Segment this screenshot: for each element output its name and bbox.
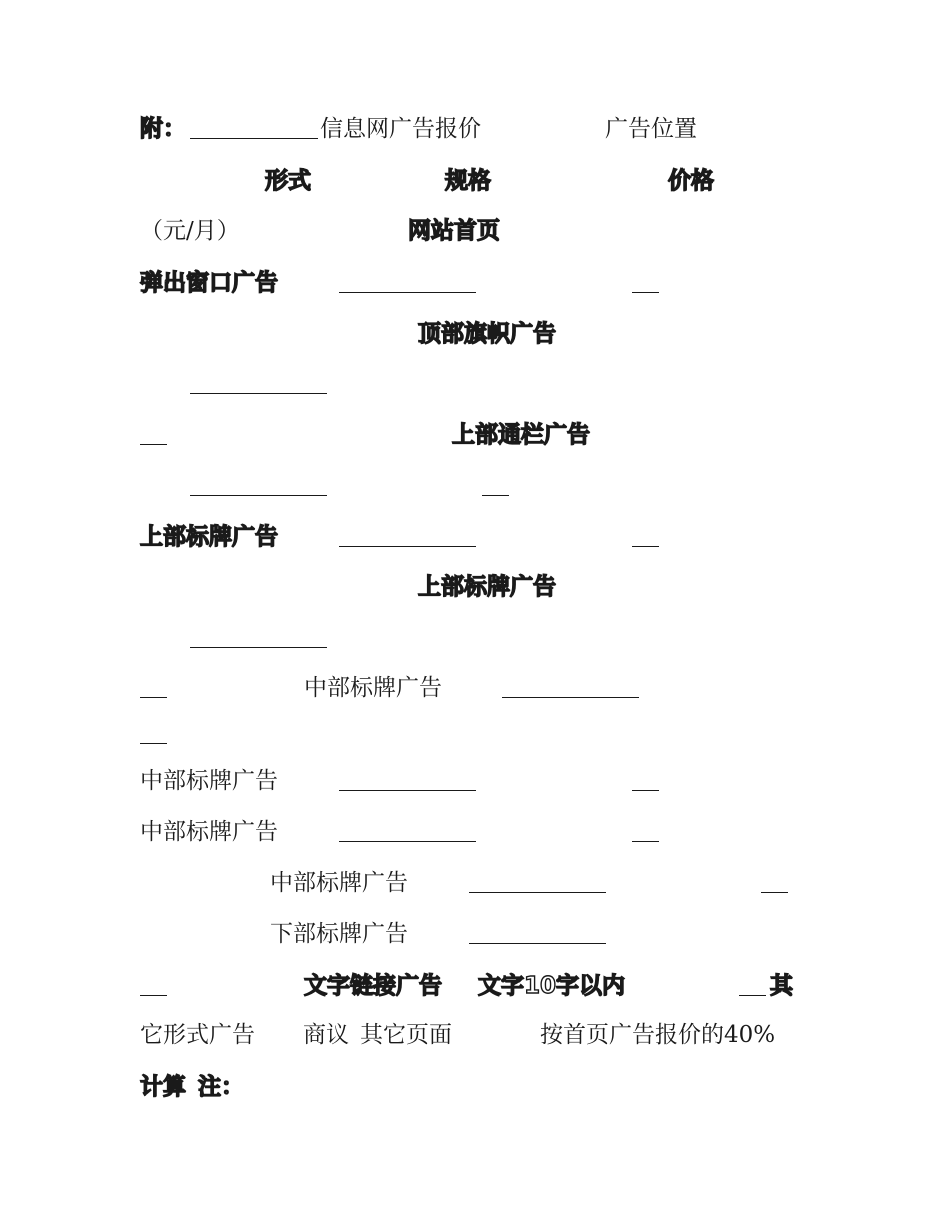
row-label-lower-sign: 下部标牌广告: [270, 921, 408, 947]
blank-line: [632, 292, 659, 293]
blank-line: [632, 841, 659, 842]
price-rule-calc: 计算: [140, 1074, 186, 1100]
section-other-pages: 其它页面: [360, 1022, 452, 1048]
blank-line: [632, 546, 659, 547]
attachment-prefix: 附：: [140, 116, 186, 142]
blank-line: [339, 841, 476, 842]
row-label-upper-sign-1: 上部标牌广告: [140, 524, 278, 550]
header-spec: 规格: [445, 168, 491, 194]
row-label-upper-banner: 上部通栏广告: [452, 422, 590, 448]
blank-line: [632, 790, 659, 791]
blank-line: [190, 647, 327, 648]
blank-line: [469, 943, 606, 944]
blank-line: [761, 892, 788, 893]
section-homepage: 网站首页: [408, 218, 500, 244]
blank-line: [339, 790, 476, 791]
document-title: 信息网广告报价: [320, 116, 481, 142]
blank-line: [140, 743, 167, 744]
row-label-mid-sign-1: 中部标牌广告: [304, 675, 442, 701]
row-label-top-flag: 顶部旗帜广告: [418, 321, 556, 347]
blank-line: [502, 697, 639, 698]
row-label-text-link: 文字链接广告: [304, 973, 442, 999]
row-label-mid-sign-2: 中部标牌广告: [140, 768, 278, 794]
row-label-mid-sign-4: 中部标牌广告: [270, 870, 408, 896]
blank-line: [190, 393, 327, 394]
price-unit: （元/月）: [140, 218, 240, 244]
header-price: 价格: [668, 168, 714, 194]
blank-line: [140, 995, 167, 996]
other-prefix: 其: [770, 973, 793, 999]
price-rule: 按首页广告报价的40%: [540, 1022, 776, 1048]
blank-line: [140, 697, 167, 698]
header-form: 形式: [265, 168, 311, 194]
row-label-mid-sign-3: 中部标牌广告: [140, 819, 278, 845]
blank-line: [469, 892, 606, 893]
row-label-other-forms: 它形式广告: [140, 1022, 255, 1048]
blank-line: [339, 292, 476, 293]
row-label-upper-sign-2: 上部标牌广告: [418, 574, 556, 600]
note-label: 注：: [198, 1074, 244, 1100]
blank-line: [140, 444, 167, 445]
row-label-popup: 弹出窗口广告: [140, 270, 278, 296]
price-negotiable: 商议: [303, 1022, 349, 1048]
text-limit-spec: 文字10字以内: [478, 973, 626, 999]
blank-line: [190, 138, 318, 139]
blank-line: [739, 995, 766, 996]
blank-line: [482, 495, 509, 496]
header-position: 广告位置: [605, 116, 697, 142]
blank-line: [190, 495, 327, 496]
blank-line: [339, 546, 476, 547]
